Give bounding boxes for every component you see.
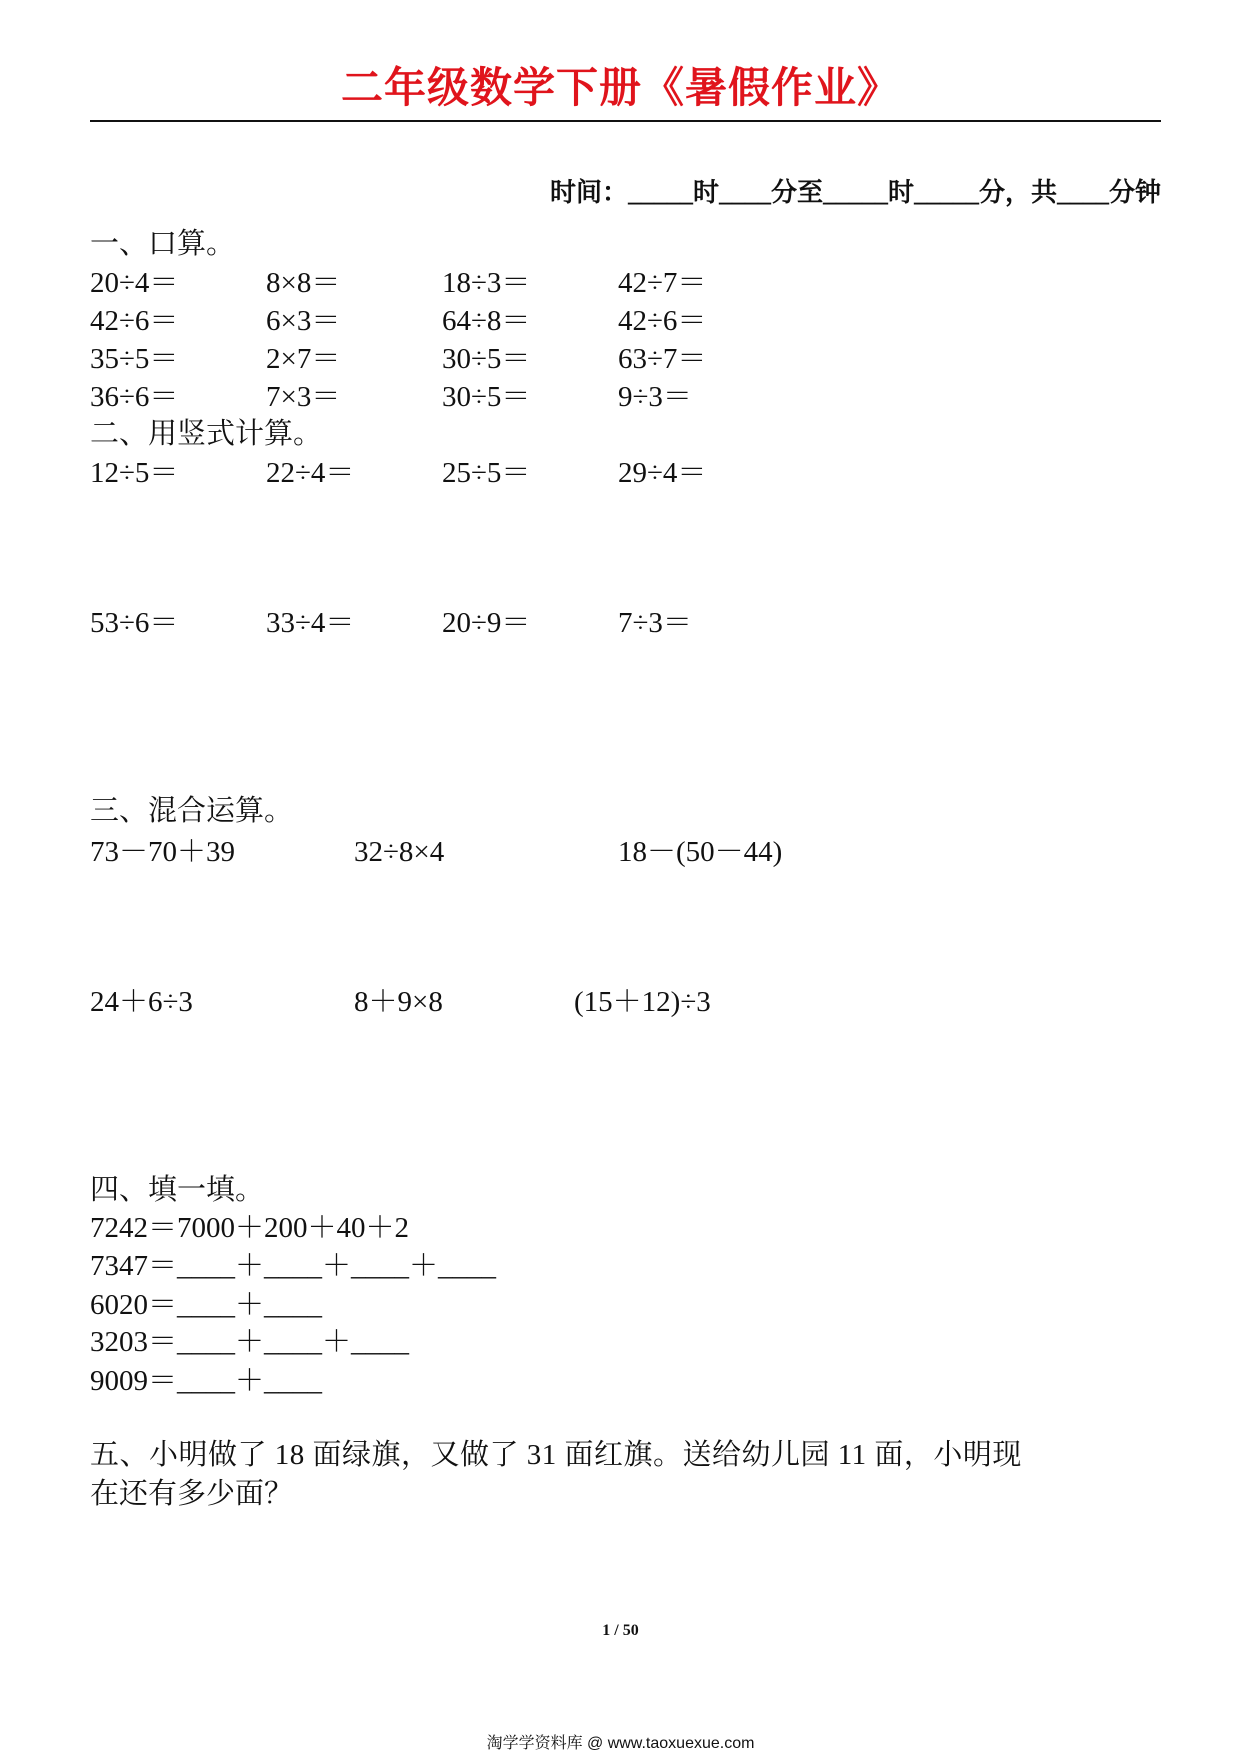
oral-calc-item: 30÷5＝ bbox=[442, 381, 531, 413]
fill-in-line: 3203＝____＋____＋____ bbox=[90, 1326, 410, 1358]
section3-heading: 三、混合运算。 bbox=[90, 795, 294, 827]
mixed-calc-item: 24＋6÷3 bbox=[90, 986, 193, 1018]
oral-calc-item: 20÷4＝ bbox=[90, 267, 179, 299]
oral-calc-item: 18÷3＝ bbox=[442, 267, 531, 299]
mixed-calc-item: 18－(50－44) bbox=[618, 836, 783, 868]
fill-in-line: 7242＝7000＋200＋40＋2 bbox=[90, 1212, 410, 1244]
vertical-calc-item: 12÷5＝ bbox=[90, 457, 179, 489]
word-problem-line-2: 在还有多少面？ bbox=[90, 1478, 294, 1510]
oral-calc-item: 35÷5＝ bbox=[90, 343, 179, 375]
oral-calc-item: 63÷7＝ bbox=[618, 343, 707, 375]
mixed-calc-item: 32÷8×4 bbox=[354, 836, 445, 868]
vertical-calc-item: 33÷4＝ bbox=[266, 607, 355, 639]
page-title: 二年级数学下册《暑假作业》 bbox=[340, 66, 900, 112]
vertical-calc-item: 25÷5＝ bbox=[442, 457, 531, 489]
footer-watermark: 淘学学资料库 @ www.taoxuexue.com bbox=[486, 1735, 755, 1752]
oral-calc-item: 42÷6＝ bbox=[90, 305, 179, 337]
vertical-calc-item: 20÷9＝ bbox=[442, 607, 531, 639]
word-problem-line-1: 五、小明做了 18 面绿旗，又做了 31 面红旗。送给幼儿园 11 面，小明现 bbox=[90, 1439, 1022, 1471]
oral-calc-item: 64÷8＝ bbox=[442, 305, 531, 337]
oral-calc-item: 42÷6＝ bbox=[618, 305, 707, 337]
oral-calc-item: 9÷3＝ bbox=[618, 381, 692, 413]
oral-calc-item: 36÷6＝ bbox=[90, 381, 179, 413]
vertical-calc-item: 29÷4＝ bbox=[618, 457, 707, 489]
title-divider bbox=[90, 120, 1161, 122]
section1-heading: 一、口算。 bbox=[90, 228, 236, 260]
vertical-calc-item: 22÷4＝ bbox=[266, 457, 355, 489]
oral-calc-item: 2×7＝ bbox=[266, 343, 341, 375]
vertical-calc-item: 7÷3＝ bbox=[618, 607, 692, 639]
oral-calc-item: 7×3＝ bbox=[266, 381, 341, 413]
oral-calc-item: 8×8＝ bbox=[266, 267, 341, 299]
mixed-calc-item: 73－70＋39 bbox=[90, 836, 236, 868]
oral-calc-item: 42÷7＝ bbox=[618, 267, 707, 299]
fill-in-line: 9009＝____＋____ bbox=[90, 1365, 323, 1397]
fill-in-line: 7347＝____＋____＋____＋____ bbox=[90, 1250, 497, 1282]
time-record-line: 时间：_____时____分至_____时_____分，共____分钟 bbox=[549, 178, 1161, 207]
section2-heading: 二、用竖式计算。 bbox=[90, 418, 323, 450]
vertical-calc-item: 53÷6＝ bbox=[90, 607, 179, 639]
mixed-calc-item: (15＋12)÷3 bbox=[574, 986, 711, 1018]
page-number: 1 / 50 bbox=[602, 1622, 639, 1639]
oral-calc-item: 6×3＝ bbox=[266, 305, 341, 337]
oral-calc-item: 30÷5＝ bbox=[442, 343, 531, 375]
section4-heading: 四、填一填。 bbox=[90, 1174, 265, 1206]
mixed-calc-item: 8＋9×8 bbox=[354, 986, 443, 1018]
fill-in-line: 6020＝____＋____ bbox=[90, 1289, 323, 1321]
